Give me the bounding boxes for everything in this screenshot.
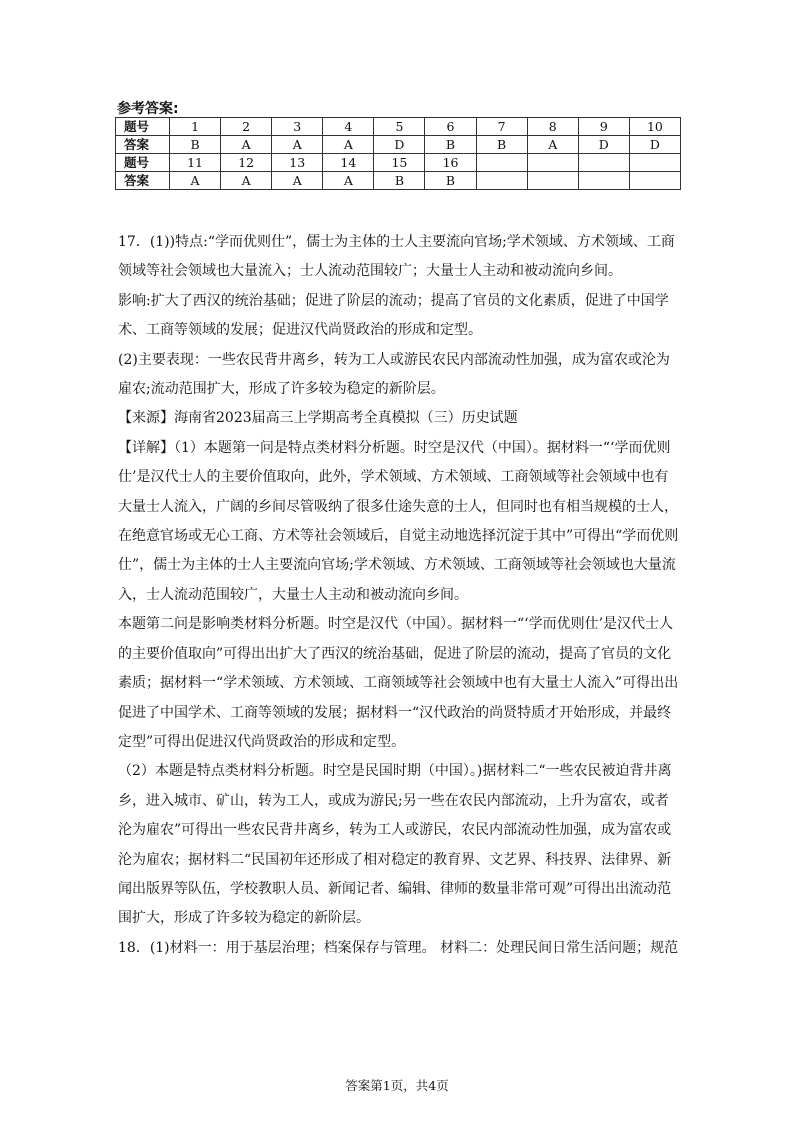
reference-answers-heading: 参考答案:: [117, 101, 179, 117]
answer-table-row: [116, 172, 681, 190]
answer-table-cell: D: [629, 136, 680, 154]
answer-table-cell: [476, 154, 527, 172]
answer-table-row-header: 答案: [116, 136, 170, 154]
detail-part2: （2）本题是特点类材料分析题。时空是民国时期（中国）。)据材料二“一些农民被迫背井离乡，进入城市、矿山，转为工人，或成为游民;另一些在农民内部流动，上升为富农，或者沦为雇农”可得出一些农民背井离乡，转为工人或游民，农民内部流动性加强，成为富农或沦为雇农；据材料二“民国初年还形成了相对稳定的教育界、文艺界、科技界、法律界、新闻出版界等队伍，学校教职人员、新闻记者、编辑、律师的数量非常可观”可得出出流动范围扩大，形成了许多较为稳定的新阶层。: [118, 763, 672, 927]
answer-table-cell: 13: [272, 154, 323, 172]
answer-table-cell: [527, 172, 578, 190]
answer-table-cell: 2: [221, 118, 272, 136]
answer-table-cell: [629, 172, 680, 190]
answer-table-cell: 15: [374, 154, 425, 172]
answer-table-cell: 10: [629, 118, 680, 136]
answer-table-row-header: 题号: [116, 118, 170, 136]
answer-table-row-header: 题号: [116, 154, 170, 172]
answer-table-cell: [527, 154, 578, 172]
answer-table-cell: A: [323, 172, 374, 190]
answer-table-cell: 7: [476, 118, 527, 136]
answer-table-cell: 5: [374, 118, 425, 136]
answer-table-row: [116, 154, 681, 172]
q17-part2-manifestation: (2)主要表现：一些农民背井离乡，转为工人或游民农民内部流动性加强，成为富农或沦为雇农;流动范围扩大，形成了许多较为稳定的新阶层。: [118, 351, 670, 398]
answer-table-cell: 9: [578, 118, 629, 136]
answer-table-cell: B: [425, 172, 476, 190]
answer-table-cell: A: [221, 172, 272, 190]
answer-table-cell: D: [578, 136, 629, 154]
answer-table-cell: A: [527, 136, 578, 154]
q17-part1-characteristics: 17．(1))特点:“学而优则仕”，儒士为主体的士人主要流向官场;学术领域、方术领域、工商领域等社会领域也大量流入；士人流动范围较广；大量士人主动和被动流向乡间。: [118, 234, 675, 280]
answer-table-row-header: 答案: [116, 172, 170, 190]
answer-table-row: [116, 136, 681, 154]
source-note: 【来源】海南省2023届高三上学期高考全真模拟（三）历史试题: [118, 410, 518, 427]
answer-table-cell: A: [221, 136, 272, 154]
answer-table-cell: B: [374, 172, 425, 190]
answer-table-cell: 3: [272, 118, 323, 136]
answer-table-cell: B: [170, 136, 221, 154]
answer-table: [115, 117, 681, 190]
answer-table-cell: 12: [221, 154, 272, 172]
answer-table-cell: 14: [323, 154, 374, 172]
detail-part1-impact: 本题第二问是影响类材料分析题。时空是汉代（中国）。据材料一“‘学而优则仕’是汉代士人的主要价值取向”可得出出扩大了西汉的统治基础，促进了阶层的流动，提高了官员的文化素质；据材料一“学术领域、方术领域、工商领域等社会领域中也有大量士人流入”可得出出促进了中国学术、工商等领域的发展；据材料一“汉代政治的尚贤特质才开始形成，并最终定型”可得出促进汉代尚贤政治的形成和定型。: [118, 616, 679, 750]
answer-table-cell: [578, 172, 629, 190]
explanation-body: [118, 228, 682, 963]
answer-table-cell: A: [272, 136, 323, 154]
page-footer: 答案第1页，共4页: [345, 1078, 449, 1093]
detail-part1: 【详解】（1）本题第一问是特点类材料分析题。时空是汉代（中国）。据材料一“‘学而优则仕’是汉代士人的主要价值取向，此外，学术领域、方术领域、工商领域等社会领域中也有大量士人流入，广阔的乡间尽管吸纳了很多仕途失意的士人，但同时也有相当规模的士人，在绝意官场或无心工商、方术等社会领域后，自觉主动地选择沉淀于其中”可得出“学而优则仕”，儒士为主体的士人主要流向官场;学术领域、方术领域、工商领域等社会领域也大量流入，士人流动范围较广，大量士人主动和被动流向乡间。: [118, 439, 679, 603]
answer-table-cell: 8: [527, 118, 578, 136]
answer-table-cell: 11: [170, 154, 221, 172]
answer-table-cell: 16: [425, 154, 476, 172]
answer-table-cell: 1: [170, 118, 221, 136]
answer-table-cell: D: [374, 136, 425, 154]
q18-part1: 18．(1)材料一：用于基层治理；档案保存与管理。 材料二：处理民间日常生活问题；规范: [118, 939, 679, 956]
answer-table-cell: A: [323, 136, 374, 154]
answer-table-cell: B: [476, 136, 527, 154]
answer-table-cell: B: [425, 136, 476, 154]
answer-table-cell: [476, 172, 527, 190]
answer-table-cell: A: [272, 172, 323, 190]
answer-table-cell: [629, 154, 680, 172]
q17-part1-impact: 影响:扩大了西汉的统治基础；促进了阶层的流动；提高了官员的文化素质，促进了中国学术、工商等领域的发展；促进汉代尚贤政治的形成和定型。: [118, 292, 669, 339]
answer-table-cell: 4: [323, 118, 374, 136]
answer-table-cell: 6: [425, 118, 476, 136]
answer-table-cell: A: [170, 172, 221, 190]
answer-table-cell: [578, 154, 629, 172]
answer-table-row: [116, 118, 681, 136]
